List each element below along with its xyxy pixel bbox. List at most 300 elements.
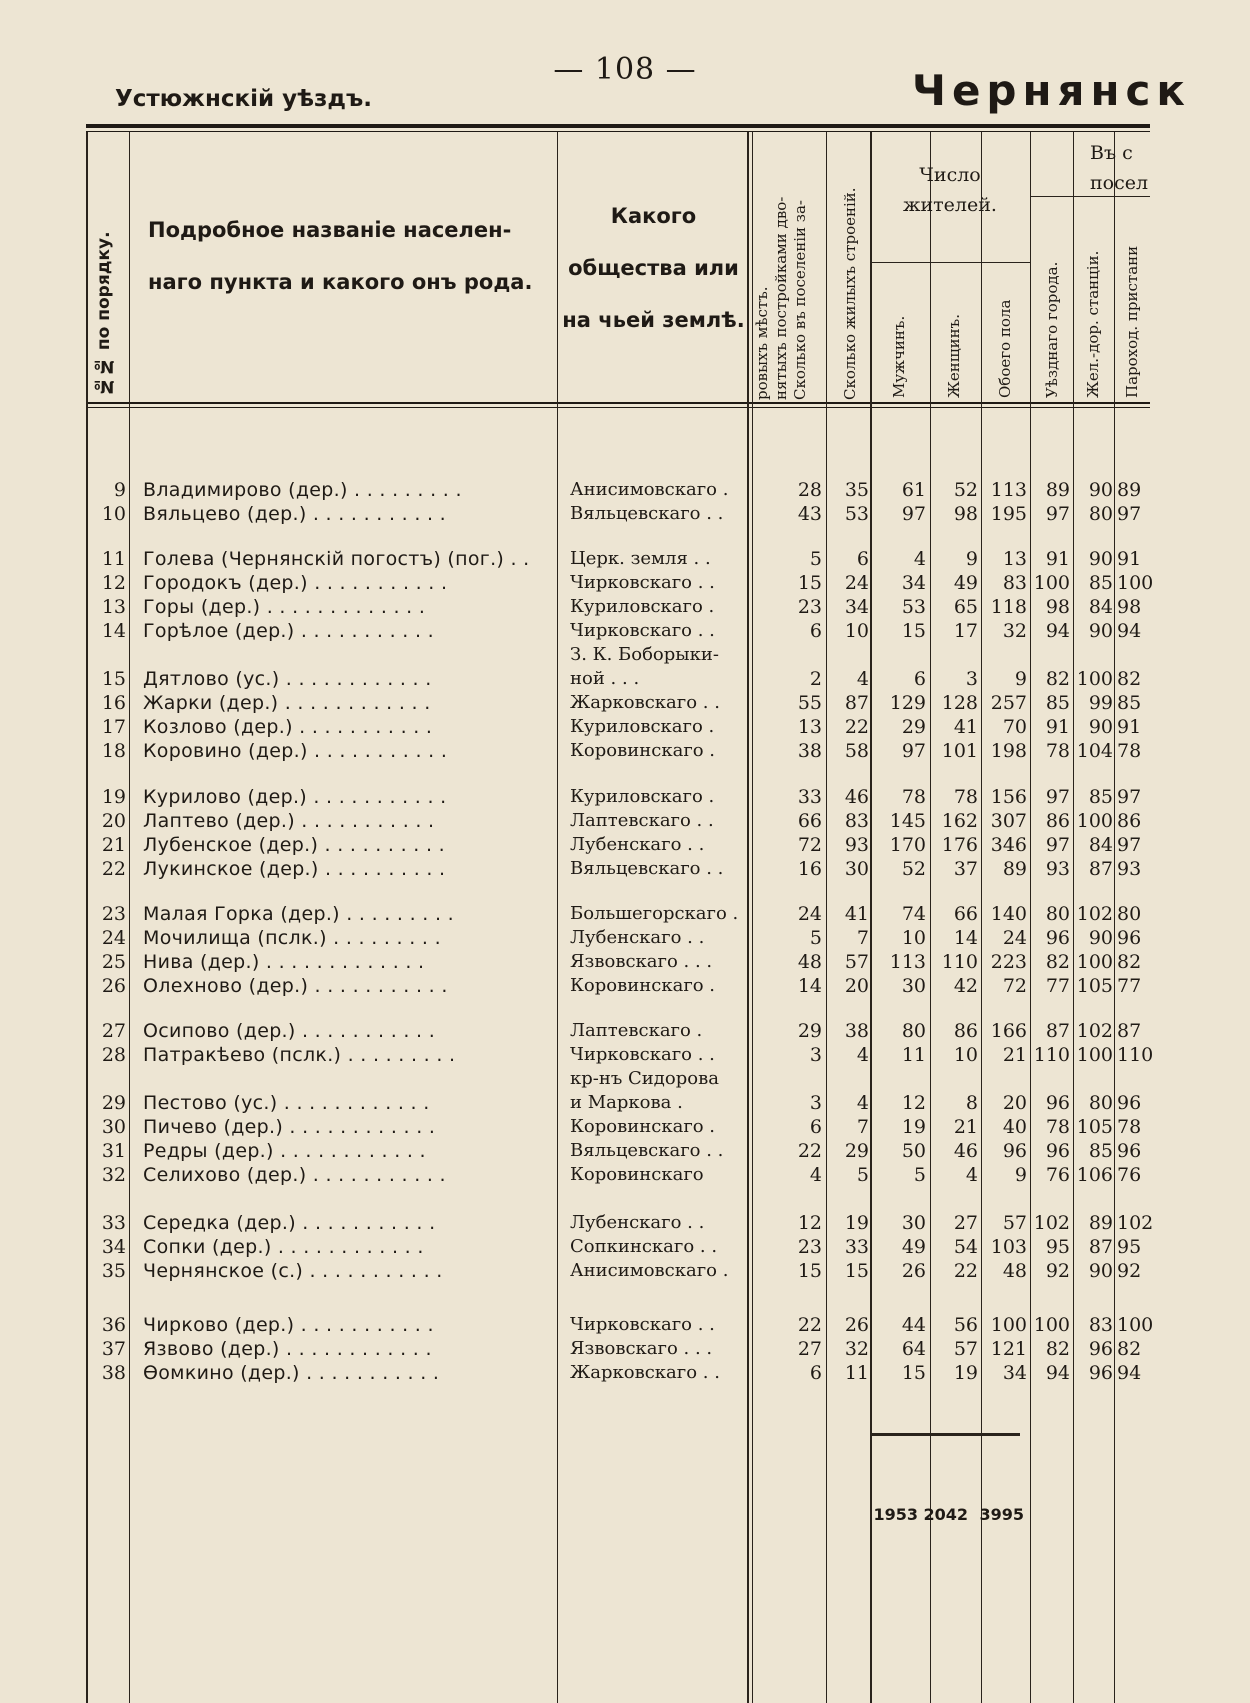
distance-pier: 95 — [1117, 1236, 1142, 1258]
header-men: Мужчинъ. — [890, 315, 908, 398]
households-count: 5 — [809, 927, 822, 949]
men-count: 49 — [901, 1236, 926, 1258]
men-count: 29 — [901, 716, 926, 738]
header-rail: Жел.-дор. станціи. — [1084, 250, 1102, 398]
households-count: 15 — [797, 1260, 822, 1282]
distance-pier: 92 — [1117, 1260, 1142, 1282]
buildings-count: 19 — [844, 1212, 869, 1234]
men-count: 78 — [901, 786, 926, 808]
settlement-name: Осипово (дер.) . . . . . . . . . . . — [143, 1020, 436, 1042]
society-name: Вяльцевскаго . . — [570, 1140, 724, 1161]
women-count: 56 — [953, 1314, 978, 1336]
men-count: 12 — [901, 1092, 926, 1114]
row-number: 26 — [101, 975, 126, 997]
society-name: Лубенскаго . . — [570, 834, 705, 855]
distance-town: 87 — [1045, 1020, 1070, 1042]
women-count: 46 — [953, 1140, 978, 1162]
men-count: 19 — [901, 1116, 926, 1138]
page-number: — 108 — — [553, 52, 697, 87]
buildings-count: 53 — [844, 503, 869, 525]
women-count: 37 — [953, 858, 978, 880]
buildings-count: 20 — [844, 975, 869, 997]
buildings-count: 4 — [856, 1092, 869, 1114]
households-count: 6 — [809, 1116, 822, 1138]
row-number: 9 — [113, 479, 126, 501]
buildings-count: 57 — [844, 951, 869, 973]
distance-pier: 85 — [1117, 692, 1142, 714]
distance-rail: 89 — [1088, 1212, 1113, 1234]
distance-town: 98 — [1045, 596, 1070, 618]
total-count: 223 — [990, 951, 1027, 973]
settlement-name: Чирково (дер.) . . . . . . . . . . . — [143, 1314, 434, 1336]
distance-town: 86 — [1045, 810, 1070, 832]
men-count: 44 — [901, 1314, 926, 1336]
settlement-name: Язвово (дер.) . . . . . . . . . . . . — [143, 1338, 432, 1360]
households-count: 22 — [797, 1140, 822, 1162]
distance-pier: 77 — [1117, 975, 1142, 997]
society-name: Куриловскаго . — [570, 596, 715, 617]
distance-town: 96 — [1045, 1140, 1070, 1162]
buildings-count: 10 — [844, 620, 869, 642]
distance-rail: 87 — [1088, 1236, 1113, 1258]
men-count: 97 — [901, 503, 926, 525]
distance-rail: 85 — [1088, 786, 1113, 808]
row-number: 34 — [101, 1236, 126, 1258]
households-count: 24 — [797, 903, 822, 925]
distance-rail: 90 — [1088, 620, 1113, 642]
women-count: 3 — [965, 668, 978, 690]
men-count: 97 — [901, 740, 926, 762]
header-name: Подробное названіе населен- наго пункта и какого онъ рода. — [148, 218, 533, 294]
distance-rail: 100 — [1076, 1044, 1113, 1066]
top-rule — [86, 124, 1150, 128]
society-name: Чирковскаго . . — [570, 572, 715, 593]
households-count: 28 — [797, 479, 822, 501]
total-count: 96 — [1002, 1140, 1027, 1162]
row-number: 36 — [101, 1314, 126, 1336]
distance-rail: 99 — [1088, 692, 1113, 714]
distance-town: 102 — [1033, 1212, 1070, 1234]
households-count: 14 — [797, 975, 822, 997]
col-line — [557, 132, 558, 1703]
buildings-count: 38 — [844, 1020, 869, 1042]
total-count: 166 — [990, 1020, 1027, 1042]
men-count: 52 — [901, 858, 926, 880]
row-number: 30 — [101, 1116, 126, 1138]
women-count: 52 — [953, 479, 978, 501]
women-count: 4 — [965, 1164, 978, 1186]
settlement-name: Селихово (дер.) . . . . . . . . . . . — [143, 1164, 446, 1186]
row-number: 13 — [101, 596, 126, 618]
women-count: 42 — [953, 975, 978, 997]
society-name: Куриловскаго . — [570, 716, 715, 737]
women-count: 14 — [953, 927, 978, 949]
top-rule-thin — [86, 131, 1150, 132]
distance-pier: 96 — [1117, 927, 1142, 949]
header-both: Обоего пола — [996, 299, 1014, 398]
row-number: 23 — [101, 903, 126, 925]
settlement-name: Малая Горка (дер.) . . . . . . . . . — [143, 903, 454, 925]
society-name: З. К. Боборыки- — [570, 644, 719, 665]
men-count: 64 — [901, 1338, 926, 1360]
settlement-name: Редры (дер.) . . . . . . . . . . . . — [143, 1140, 426, 1162]
society-name: Чирковскаго . . — [570, 620, 715, 641]
society-name: Жарковскаго . . — [570, 692, 720, 713]
row-number: 18 — [101, 740, 126, 762]
settlement-name: Лаптево (дер.) . . . . . . . . . . . — [143, 810, 435, 832]
buildings-count: 4 — [856, 668, 869, 690]
header-rule-thin — [86, 407, 1150, 408]
households-count: 3 — [809, 1092, 822, 1114]
distance-town: 97 — [1045, 834, 1070, 856]
row-number: 16 — [101, 692, 126, 714]
row-number: 14 — [101, 620, 126, 642]
households-count: 48 — [797, 951, 822, 973]
society-name: Лубенскаго . . — [570, 1212, 705, 1233]
women-count: 41 — [953, 716, 978, 738]
settlement-name: Горы (дер.) . . . . . . . . . . . . . — [143, 596, 426, 618]
row-number: 29 — [101, 1092, 126, 1114]
total-count: 9 — [1014, 668, 1027, 690]
inhabitants-subrule — [870, 262, 1030, 263]
distance-pier: 94 — [1117, 1362, 1142, 1384]
society-name-cont: ной . . . — [570, 668, 640, 689]
women-count: 78 — [953, 786, 978, 808]
header-pier: Пароход. пристани — [1123, 245, 1141, 398]
settlement-name: Козлово (дер.) . . . . . . . . . . . — [143, 716, 433, 738]
women-count: 19 — [953, 1362, 978, 1384]
row-number: 27 — [101, 1020, 126, 1042]
women-count: 110 — [941, 951, 978, 973]
society-name: Большегорскаго . — [570, 903, 739, 924]
households-count: 29 — [797, 1020, 822, 1042]
distance-town: 95 — [1045, 1236, 1070, 1258]
distance-pier: 96 — [1117, 1140, 1142, 1162]
society-name: кр-нъ Сидорова — [570, 1068, 719, 1089]
buildings-count: 83 — [844, 810, 869, 832]
total-women: 2042 — [923, 1505, 968, 1524]
distance-pier: 102 — [1117, 1212, 1154, 1234]
distance-town: 97 — [1045, 503, 1070, 525]
buildings-count: 4 — [856, 1044, 869, 1066]
men-count: 80 — [901, 1020, 926, 1042]
distance-rail: 96 — [1088, 1338, 1113, 1360]
distance-town: 92 — [1045, 1260, 1070, 1282]
total-count: 346 — [990, 834, 1027, 856]
households-count: 13 — [797, 716, 822, 738]
distance-town: 82 — [1045, 1338, 1070, 1360]
distance-pier: 100 — [1117, 572, 1154, 594]
society-name: Вяльцевскаго . . — [570, 858, 724, 879]
row-number: 31 — [101, 1140, 126, 1162]
distance-pier: 76 — [1117, 1164, 1142, 1186]
buildings-count: 6 — [856, 548, 869, 570]
distance-town: 82 — [1045, 951, 1070, 973]
settlement-name: Лубенское (дер.) . . . . . . . . . . — [143, 834, 445, 856]
men-count: 15 — [901, 1362, 926, 1384]
households-count: 3 — [809, 1044, 822, 1066]
district-title: Устюжнскій уѣздъ. — [115, 86, 372, 112]
women-count: 98 — [953, 503, 978, 525]
buildings-count: 26 — [844, 1314, 869, 1336]
men-count: 11 — [901, 1044, 926, 1066]
settlement-name: Вяльцево (дер.) . . . . . . . . . . . — [143, 503, 447, 525]
households-count: 6 — [809, 620, 822, 642]
society-name: Сопкинскаго . . — [570, 1236, 718, 1257]
men-count: 50 — [901, 1140, 926, 1162]
households-count: 27 — [797, 1338, 822, 1360]
distance-rail: 84 — [1088, 596, 1113, 618]
settlement-name: Лукинское (дер.) . . . . . . . . . . — [143, 858, 446, 880]
row-number: 32 — [101, 1164, 126, 1186]
women-count: 86 — [953, 1020, 978, 1042]
buildings-count: 58 — [844, 740, 869, 762]
households-count: 23 — [797, 1236, 822, 1258]
settlement-name: Пичево (дер.) . . . . . . . . . . . . — [143, 1116, 436, 1138]
distance-town: 96 — [1045, 1092, 1070, 1114]
women-count: 66 — [953, 903, 978, 925]
distance-pier: 91 — [1117, 716, 1142, 738]
buildings-count: 5 — [856, 1164, 869, 1186]
row-number: 24 — [101, 927, 126, 949]
settlement-name: Сопки (дер.) . . . . . . . . . . . . — [143, 1236, 424, 1258]
total-count: 34 — [1002, 1362, 1027, 1384]
distance-rail: 96 — [1088, 1362, 1113, 1384]
header-buildings: Сколько жилыхъ строеній. — [841, 187, 859, 400]
col-line — [1114, 132, 1115, 1703]
total-count: 307 — [990, 810, 1027, 832]
distance-rail: 87 — [1088, 858, 1113, 880]
men-count: 30 — [901, 1212, 926, 1234]
total-count: 83 — [1002, 572, 1027, 594]
row-number: 33 — [101, 1212, 126, 1234]
distance-rail: 102 — [1076, 1020, 1113, 1042]
men-count: 4 — [913, 548, 926, 570]
buildings-count: 33 — [844, 1236, 869, 1258]
total-count: 48 — [1002, 1260, 1027, 1282]
total-count: 257 — [990, 692, 1027, 714]
distance-pier: 97 — [1117, 503, 1142, 525]
buildings-count: 15 — [844, 1260, 869, 1282]
row-number: 28 — [101, 1044, 126, 1066]
men-count: 5 — [913, 1164, 926, 1186]
distance-town: 89 — [1045, 479, 1070, 501]
settlement-name: Чернянское (с.) . . . . . . . . . . . — [143, 1260, 443, 1282]
women-count: 54 — [953, 1236, 978, 1258]
distance-rail: 90 — [1088, 479, 1113, 501]
total-count: 198 — [990, 740, 1027, 762]
women-count: 162 — [941, 810, 978, 832]
distance-pier: 91 — [1117, 548, 1142, 570]
distance-pier: 86 — [1117, 810, 1142, 832]
settlement-name: Мочилища (пслк.) . . . . . . . . . — [143, 927, 441, 949]
distance-town: 91 — [1045, 548, 1070, 570]
men-count: 129 — [889, 692, 926, 714]
women-count: 8 — [965, 1092, 978, 1114]
settlement-name: Середка (дер.) . . . . . . . . . . . — [143, 1212, 436, 1234]
buildings-count: 30 — [844, 858, 869, 880]
totals-rule — [870, 1433, 1020, 1436]
distance-pier: 78 — [1117, 1116, 1142, 1138]
distance-rail: 90 — [1088, 1260, 1113, 1282]
buildings-count: 32 — [844, 1338, 869, 1360]
total-count: 40 — [1002, 1116, 1027, 1138]
row-number: 10 — [101, 503, 126, 525]
men-count: 170 — [889, 834, 926, 856]
row-number: 38 — [101, 1362, 126, 1384]
women-count: 49 — [953, 572, 978, 594]
buildings-count: 24 — [844, 572, 869, 594]
distance-pier: 98 — [1117, 596, 1142, 618]
society-name: Церк. земля . . — [570, 548, 711, 569]
col-line — [129, 132, 130, 1703]
distance-pier: 100 — [1117, 1314, 1154, 1336]
distance-town: 78 — [1045, 740, 1070, 762]
households-count: 22 — [797, 1314, 822, 1336]
distance-pier: 87 — [1117, 1020, 1142, 1042]
buildings-count: 7 — [856, 1116, 869, 1138]
total-count: 140 — [990, 903, 1027, 925]
men-count: 15 — [901, 620, 926, 642]
distance-rail: 84 — [1088, 834, 1113, 856]
row-number: 22 — [101, 858, 126, 880]
header-women: Женщинъ. — [945, 314, 963, 398]
distance-pier: 82 — [1117, 951, 1142, 973]
society-name: Лаптевскаго . . — [570, 810, 714, 831]
distance-pier: 96 — [1117, 1092, 1142, 1114]
distance-rail: 105 — [1076, 1116, 1113, 1138]
society-name: Язвовскаго . . . — [570, 951, 713, 972]
total-count: 121 — [990, 1338, 1027, 1360]
society-name: Язвовскаго . . . — [570, 1338, 713, 1359]
total-both: 3995 — [979, 1505, 1024, 1524]
women-count: 21 — [953, 1116, 978, 1138]
total-count: 24 — [1002, 927, 1027, 949]
distance-town: 100 — [1033, 1314, 1070, 1336]
households-count: 38 — [797, 740, 822, 762]
distance-rail: 104 — [1076, 740, 1113, 762]
total-count: 32 — [1002, 620, 1027, 642]
distance-rail: 100 — [1076, 810, 1113, 832]
buildings-count: 87 — [844, 692, 869, 714]
households-count: 15 — [797, 572, 822, 594]
distance-rail: 100 — [1076, 951, 1113, 973]
men-count: 74 — [901, 903, 926, 925]
households-count: 4 — [809, 1164, 822, 1186]
header-town: Уѣзднаго города. — [1043, 261, 1061, 398]
total-count: 195 — [990, 503, 1027, 525]
settlement-name: Голева (Чернянскій погостъ) (пог.) . . — [143, 548, 530, 570]
header-number: №№ по порядку. — [94, 231, 114, 396]
distance-town: 110 — [1033, 1044, 1070, 1066]
distance-rail: 85 — [1088, 572, 1113, 594]
distance-pier: 94 — [1117, 620, 1142, 642]
distance-town: 96 — [1045, 927, 1070, 949]
buildings-count: 7 — [856, 927, 869, 949]
women-count: 176 — [941, 834, 978, 856]
distance-pier: 89 — [1117, 479, 1142, 501]
distance-rail: 106 — [1076, 1164, 1113, 1186]
row-number: 21 — [101, 834, 126, 856]
women-count: 27 — [953, 1212, 978, 1234]
distance-pier: 80 — [1117, 903, 1142, 925]
distance-rail: 105 — [1076, 975, 1113, 997]
households-count: 72 — [797, 834, 822, 856]
distance-town: 76 — [1045, 1164, 1070, 1186]
distance-pier: 97 — [1117, 834, 1142, 856]
distance-town: 100 — [1033, 572, 1070, 594]
total-count: 72 — [1002, 975, 1027, 997]
settlement-name: Жарки (дер.) . . . . . . . . . . . . — [143, 692, 431, 714]
men-count: 26 — [901, 1260, 926, 1282]
total-count: 156 — [990, 786, 1027, 808]
distance-pier: 97 — [1117, 786, 1142, 808]
settlement-name: Патракѣево (пслк.) . . . . . . . . . — [143, 1044, 456, 1066]
women-count: 65 — [953, 596, 978, 618]
households-count: 12 — [797, 1212, 822, 1234]
total-count: 57 — [1002, 1212, 1027, 1234]
total-count: 9 — [1014, 1164, 1027, 1186]
row-number: 37 — [101, 1338, 126, 1360]
row-number: 20 — [101, 810, 126, 832]
women-count: 101 — [941, 740, 978, 762]
total-count: 70 — [1002, 716, 1027, 738]
distance-town: 77 — [1045, 975, 1070, 997]
distance-town: 82 — [1045, 668, 1070, 690]
distance-rail: 85 — [1088, 1140, 1113, 1162]
women-count: 17 — [953, 620, 978, 642]
society-name: Коровинскаго — [570, 1164, 704, 1185]
men-count: 53 — [901, 596, 926, 618]
distance-pier: 82 — [1117, 668, 1142, 690]
header-rule — [86, 402, 1150, 404]
society-name: Чирковскаго . . — [570, 1314, 715, 1335]
distance-rail: 80 — [1088, 1092, 1113, 1114]
distance-town: 94 — [1045, 1362, 1070, 1384]
buildings-count: 34 — [844, 596, 869, 618]
row-number: 11 — [101, 548, 126, 570]
header-society: Какого общества или на чьей землѣ. — [562, 204, 745, 332]
households-count: 33 — [797, 786, 822, 808]
society-name: Коровинскаго . — [570, 1116, 716, 1137]
row-number: 17 — [101, 716, 126, 738]
women-count: 22 — [953, 1260, 978, 1282]
settlement-name: Ѳомкино (дер.) . . . . . . . . . . . — [143, 1362, 440, 1384]
settlement-name: Дятлово (ус.) . . . . . . . . . . . . — [143, 668, 432, 690]
total-count: 21 — [1002, 1044, 1027, 1066]
row-number: 35 — [101, 1260, 126, 1282]
settlement-name: Коровино (дер.) . . . . . . . . . . . — [143, 740, 448, 762]
total-men: 1953 — [873, 1505, 918, 1524]
distance-rail: 80 — [1088, 503, 1113, 525]
row-number: 15 — [101, 668, 126, 690]
distance-rail: 90 — [1088, 927, 1113, 949]
distance-town: 93 — [1045, 858, 1070, 880]
total-count: 118 — [990, 596, 1027, 618]
header-households: Сколько въ поселеніи за- нятыхъ постройками дво- ровыхъ мѣстъ. — [753, 196, 809, 400]
total-count: 103 — [990, 1236, 1027, 1258]
households-count: 43 — [797, 503, 822, 525]
men-count: 6 — [913, 668, 926, 690]
households-count: 16 — [797, 858, 822, 880]
households-count: 23 — [797, 596, 822, 618]
settlement-name: Курилово (дер.) . . . . . . . . . . . — [143, 786, 447, 808]
society-name: Коровинскаго . — [570, 975, 716, 996]
distance-town: 85 — [1045, 692, 1070, 714]
men-count: 34 — [901, 572, 926, 594]
women-count: 10 — [953, 1044, 978, 1066]
households-count: 66 — [797, 810, 822, 832]
